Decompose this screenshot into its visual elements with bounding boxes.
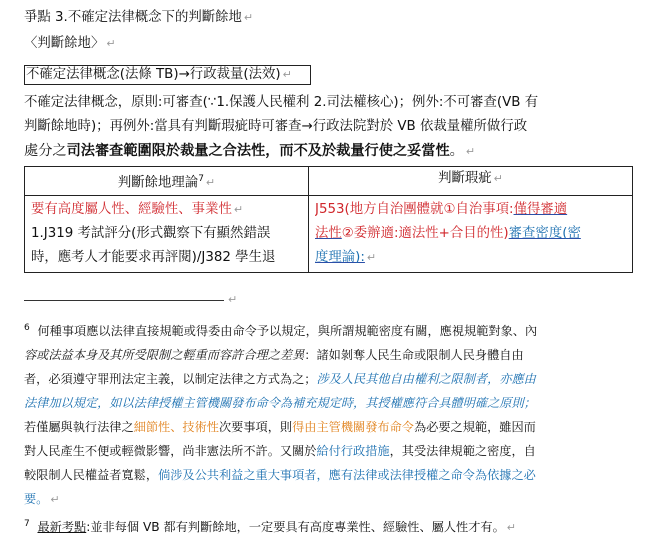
intro-line-2: 判斷餘地時)；再例外:當具有判斷瑕疵時可審查→行政法院對於 VB 依裁量權所做行政 xyxy=(24,119,528,134)
footnote-line: 容或法益本身及其所受限制之輕重而容許合理之差異：諸如剝奪人民生命或限制人民身體自由 xyxy=(24,348,524,363)
table-header-cell: 判斷餘地理論$^7$ ↵ xyxy=(25,167,309,196)
footnote-line: 對人民產生不便或輕微影響，尚非憲法所不許。又關於給付行政措施，其受法律規範之密度，自 xyxy=(24,444,536,459)
paragraph-mark-icon: ↵ xyxy=(106,37,116,50)
footnote-line: 法律加以規定，如以法律授權主管機關發布命令為補充規定時，其授權應符合具體明確之原則； xyxy=(24,396,536,411)
footnote-line: 者，必須遵守罪刑法定主義，以制定法律之方式為之；涉及人民其他自由權利之限制者，亦應由 xyxy=(24,372,536,387)
intro-line-1: 不確定法律概念，原則:可審查(∵1.保護人民權利 2.司法權核心)；例外:不可審查(VB 有 xyxy=(24,95,539,110)
table-cell xyxy=(25,196,309,273)
cell-mark-icon: ↵ xyxy=(366,251,377,265)
table-cell-line: 法性②委辦適:適法性+合目的性)審查密度(密 xyxy=(315,226,581,242)
footnote-ref[interactable]: 7 xyxy=(198,174,204,184)
bold-emphasis: 司法審查範圍限於裁量之合法性，而不及於裁量行使之妥當性 xyxy=(66,143,450,159)
sub-heading: 〈判斷餘地〉 ↵ xyxy=(24,36,116,51)
comparison-table xyxy=(24,166,633,273)
table-header-cell: 判斷瑕疵 ↵ xyxy=(309,167,633,196)
paragraph-mark-icon: ↵ xyxy=(465,145,476,158)
footnote-separator xyxy=(24,300,224,301)
paragraph-mark-icon: ↵ xyxy=(506,521,517,535)
boxed-title: 不確定法律概念(法條 TB)→行政裁量(法效) ↵ xyxy=(26,67,292,82)
footnote-line: 要。 ↵ xyxy=(24,492,60,507)
table-cell-line: 時，應考人才能要求再評閱)/J382 學生退 xyxy=(31,250,276,266)
table-cell-line: 度理論): ↵ xyxy=(315,250,377,266)
cell-mark-icon: ↵ xyxy=(205,176,216,190)
paragraph-mark-icon: ↵ xyxy=(282,68,292,81)
intro-line-3: 處分之司法審查範圍限於裁量之合法性，而不及於裁量行使之妥當性。 ↵ xyxy=(24,143,476,159)
latest-exam-point-label: 最新考點 xyxy=(37,520,87,535)
paragraph-mark-icon: ↵ xyxy=(228,293,238,306)
footnote-line: $^6$ 何種事項應以法律直接規範或得委由命令予以規定，與所謂規範密度有關，應視規範對象、內 xyxy=(24,323,538,339)
table-cell-line: J553(地方自治團體就①自治事項:僅得審適 xyxy=(315,202,568,218)
paragraph-mark-icon: ↵ xyxy=(50,493,60,507)
cell-mark-icon: ↵ xyxy=(493,172,503,185)
footnote-line: 較限制人民權益者寬鬆，倘涉及公共利益之重大事項者，應有法律或法律授權之命令為依據之必 xyxy=(24,468,536,483)
section-heading: 爭點 3.不確定法律概念下的判斷餘地 ↵ xyxy=(24,10,254,25)
table-cell-line: 要有高度屬人性、經驗性、事業性 ↵ xyxy=(31,202,244,218)
footnote-7: $^7$ 最新考點:並非每個 VB 都有判斷餘地，一定要具有高度專業性、經驗性、屬人性才有。 ↵ xyxy=(24,519,517,535)
footnote-line: 若僅屬與執行法律之細節性、技術性次要事項，則得由主管機關發布命令為必要之規範，雖因而 xyxy=(24,420,536,435)
table-cell xyxy=(309,196,633,273)
footnote-6 xyxy=(24,316,628,512)
paragraph-mark-icon: ↵ xyxy=(233,203,244,217)
table-cell-line: 1.J319 考試評分(形式觀察下有顯然錯誤 xyxy=(31,226,271,242)
paragraph-mark-icon: ↵ xyxy=(243,11,254,24)
